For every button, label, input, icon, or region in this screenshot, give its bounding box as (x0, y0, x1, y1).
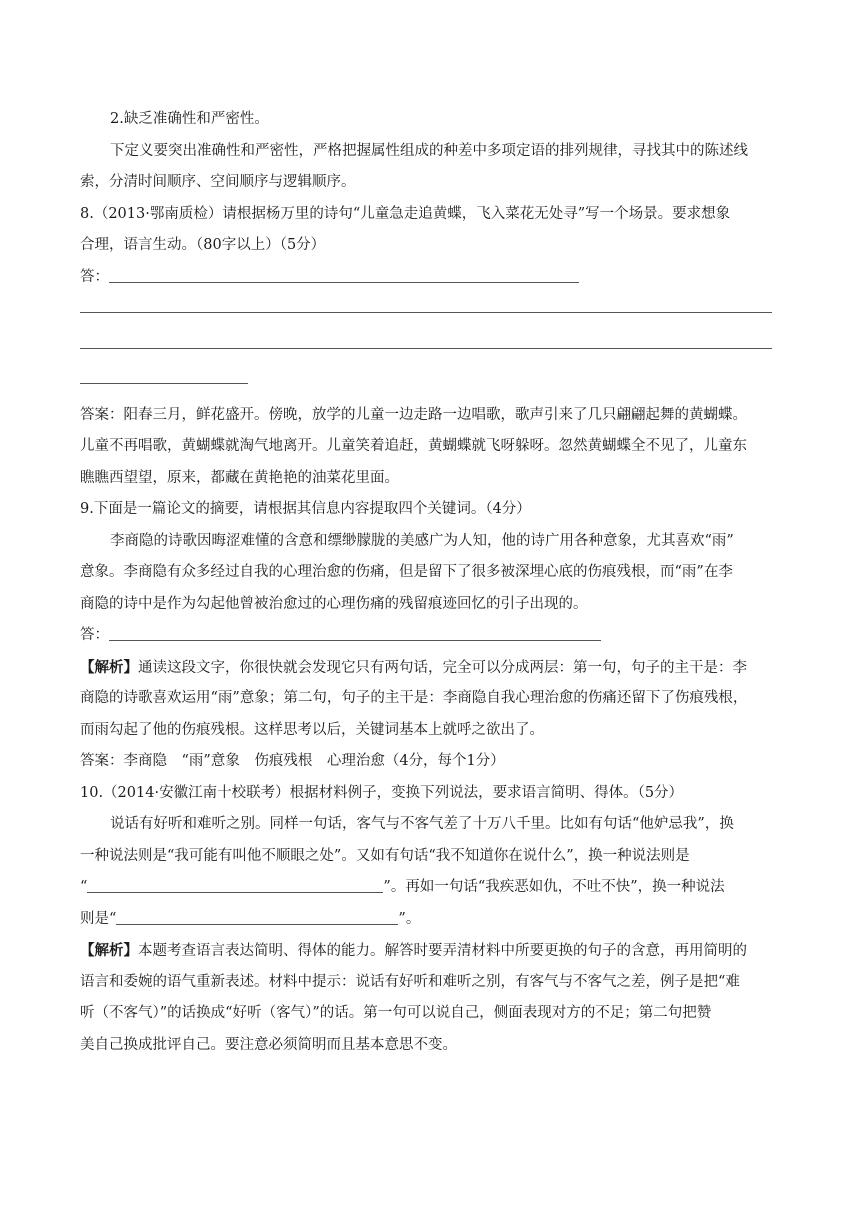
answer-rule[interactable] (80, 293, 780, 329)
answer-prompt: 答： (80, 627, 109, 643)
passage-10-line-4: 则是“ ”。 (80, 904, 780, 936)
passage-9-line-2: 意象。李商隐有众多经过自我的心理治愈的伤痛，但是留下了很多被深埋心底的伤痕残根，而“雨”在李 (80, 564, 733, 580)
analysis-9-line-1: 【解析】通读这段文字，你很快就会发现它只有两句话，完全可以分成两层：第一句，句子的主干是：李 (80, 658, 747, 676)
answer-rule[interactable] (80, 364, 780, 400)
answer-field-q9[interactable] (80, 620, 780, 652)
answer-8-line-1: 答案：阳春三月，鲜花盛开。傍晚，放学的儿童一边走路一边唱歌，歌声引来了几只翩翩起舞的黄蝴蝶。 (80, 406, 747, 423)
analysis-tag: 【解析】 (80, 658, 138, 676)
analysis-9-line-2: 商隐的诗歌喜欢运用“雨”意象；第二句，句子的主干是：李商隐自我心理治愈的伤痛还留下了伤痕残根， (80, 690, 748, 706)
text-line: 索，分清时间顺序、空间顺序与逻辑顺序。 (80, 174, 356, 190)
passage-10-line-1: 说话有好听和难听之别。同样一句话，客气与不客气差了十万八千里。比如有句话“他妒忌我”，换 (110, 816, 734, 832)
passage-10-line-2: 一种说法则是“我可能有叫他不顺眼之处”。又如有句话“我不知道你在说什么”，换一种说法则是 (80, 847, 690, 864)
question-9: 9.下面是一篇论文的摘要，请根据其信息内容提取四个关键词。（4分） (80, 501, 531, 517)
analysis-tag: 【解析】 (80, 942, 138, 959)
question-10: 10.（2014·安徽江南十校联考）根据材料例子，变换下列说法，要求语言简明、得体。（5分） (80, 784, 684, 801)
passage-9-line-3: 商隐的诗中是作为勾起他曾被治愈过的心理伤痛的残留痕迹回忆的引子出现的。 (80, 595, 588, 612)
analysis-9-line-3: 而雨勾起了他的伤痕残根。这样思考以后，关键词基本上就呼之欲出了。 (80, 721, 544, 738)
answer-9: 答案：李商隐 “雨”意象 伤痕残根 心理治愈（4分，每个1分） (80, 753, 505, 769)
question-8-line-2: 合理，语言生动。（80字以上）（5分） (80, 237, 326, 253)
fill-blank[interactable] (116, 906, 398, 925)
document-body (80, 104, 780, 1061)
answer-prompt: 答： (80, 268, 109, 285)
answer-blank[interactable] (109, 264, 579, 283)
analysis-10-line-1: 【解析】本题考查语言表达简明、得体的能力。解答时要弄清材料中所要更换的句子的含意，再用简明的 (80, 942, 747, 959)
answer-blank[interactable] (109, 622, 601, 641)
analysis-10-line-4: 美自己换成批评自己。要注意必须简明而且基本意思不变。 (80, 1036, 457, 1053)
answer-8-line-3: 瞧瞧西望望，原来，都藏在黄艳艳的油菜花里面。 (80, 469, 399, 486)
answer-rule[interactable] (80, 329, 780, 365)
answer-field-q8[interactable] (80, 262, 780, 294)
passage-9-line-1: 李商隐的诗歌因晦涩难懂的含意和缥缈朦胧的美感广为人知，他的诗广用各种意象，尤其喜欢“雨” (110, 532, 734, 549)
analysis-10-line-3: 听（不客气）”的话换成“好听（客气）”的话。第一句可以说自己，侧面表现对方的不足；第二句把赞 (80, 1005, 712, 1021)
question-8-line-1: 8.（2013·鄂南质检）请根据杨万里的诗句“儿童急走追黄蝶，飞入菜花无处寻”写一个场景。要求想象 (80, 205, 731, 222)
fill-blank[interactable] (87, 874, 383, 893)
answer-8-line-2: 儿童不再唱歌，黄蝴蝶就淘气地离开。儿童笑着追赶，黄蝴蝶就飞呀躲呀。忽然黄蝴蝶全不见了，儿童东 (80, 438, 747, 454)
text-line: 2.缺乏准确性和严密性。 (110, 111, 269, 127)
analysis-10-line-2: 语言和委婉的语气重新表述。材料中提示：说话有好听和难听之别，有客气与不客气之差，例子是把“难 (80, 973, 740, 990)
passage-10-line-3: “ ”。再如一句话“我疾恶如仇，不吐不快”，换一种说法 (80, 872, 780, 904)
text-line: 下定义要突出准确性和严密性，严格把握属性组成的种差中多项定语的排列规律，寻找其中的陈述线 (110, 142, 748, 159)
